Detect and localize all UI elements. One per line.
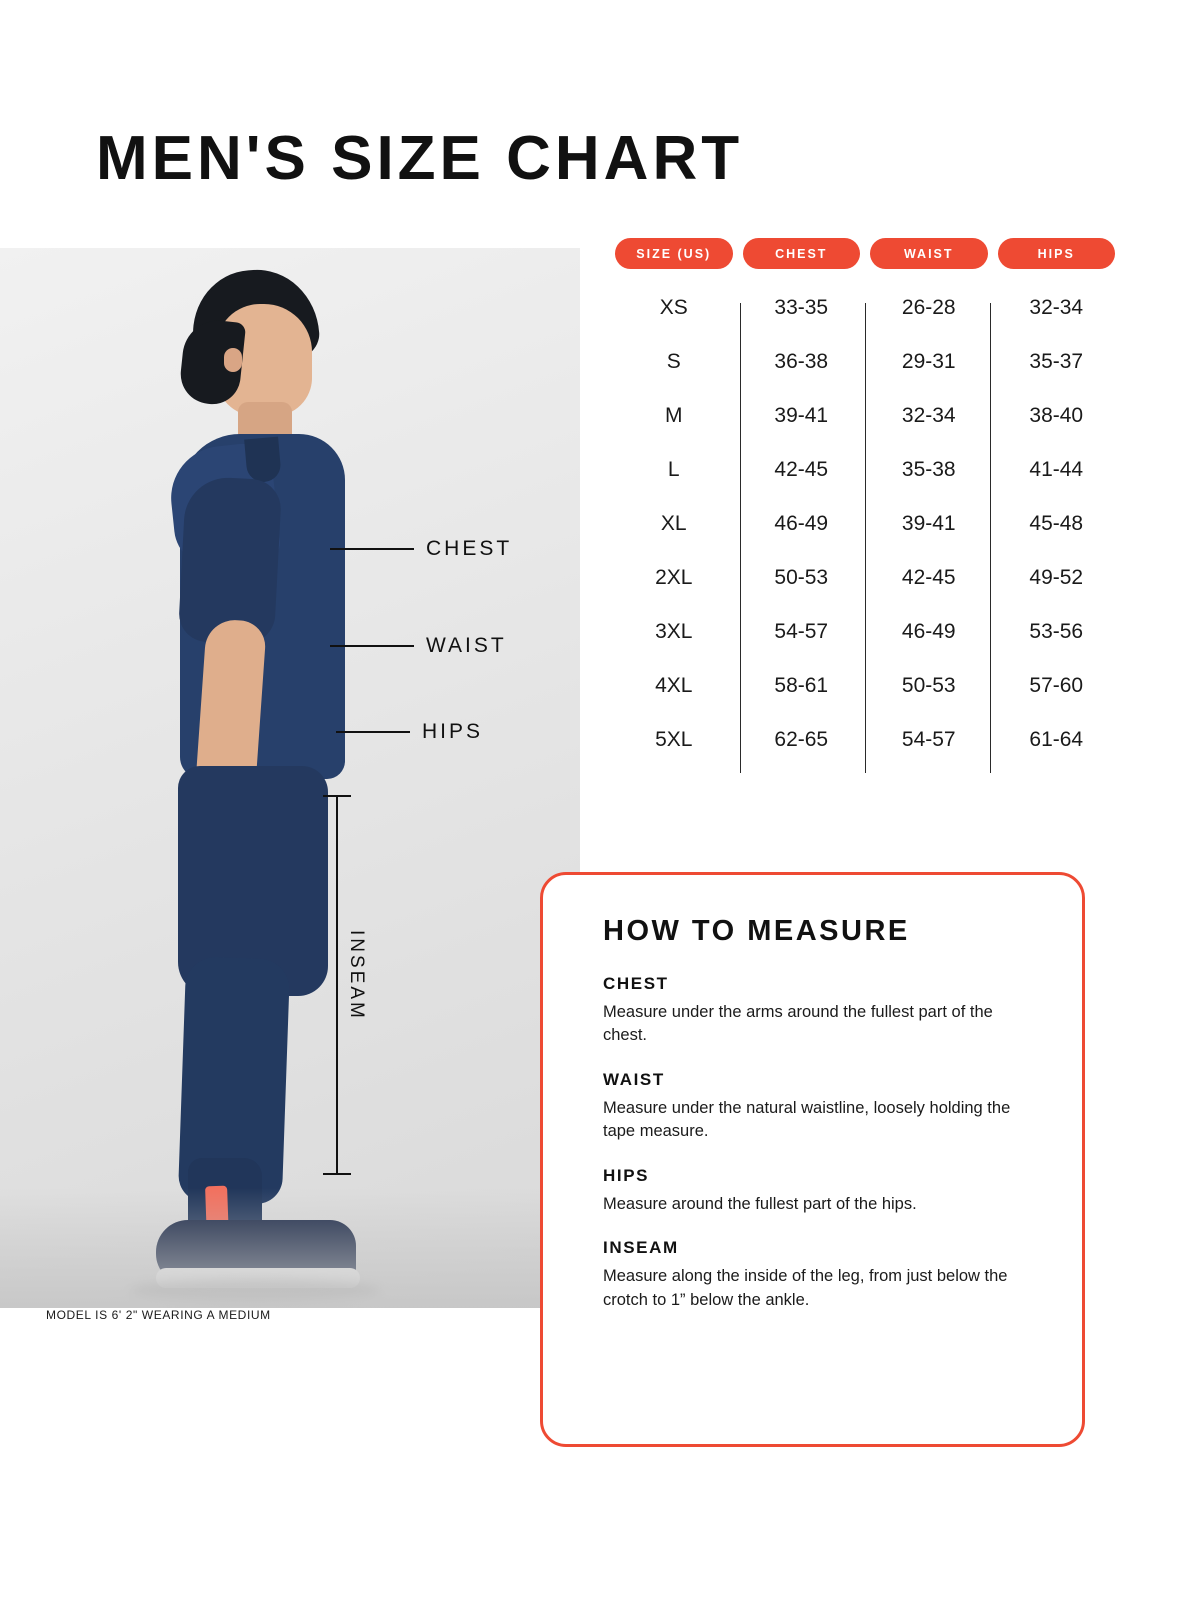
measure-text-inseam: Measure along the inside of the leg, from just below the crotch to 1” below the ankle. [603,1267,1008,1309]
size-table-header-chest: CHEST [743,238,861,269]
cell-size: S [666,350,681,373]
callout-inseam-line [336,795,338,1175]
cell-size: 4XL [655,674,693,697]
measure-block-waist [603,1070,1038,1144]
cell-chest: 50-53 [774,566,829,589]
callout-inseam-label: INSEAM [346,930,367,1021]
measure-label-waist: WAIST [603,1069,665,1089]
cell-size: M [665,404,683,427]
size-table-divider-2 [865,303,866,773]
cell-waist: 46-49 [901,620,956,643]
model-photo [0,248,580,1308]
cell-waist: 26-28 [901,296,956,319]
callout-waist [330,634,507,658]
size-table-header-size: SIZE (US) [615,238,733,269]
size-table-divider-1 [740,303,741,773]
cell-hips: 61-64 [1029,728,1084,751]
photo-floor-gradient [0,1188,580,1308]
measure-label-inseam: INSEAM [603,1238,679,1258]
callout-chest [330,537,512,561]
cell-size: L [667,458,680,481]
cell-waist: 35-38 [901,458,956,481]
cell-chest: 46-49 [774,512,829,535]
size-table-header-waist: WAIST [870,238,988,269]
callout-inseam-cap-bottom [323,1173,351,1175]
cell-hips: 35-37 [1029,350,1084,373]
callout-hips-line [336,731,410,733]
cell-chest: 54-57 [774,620,829,643]
how-to-measure-panel [540,872,1085,1447]
measure-text-chest: Measure under the arms around the fullest part of the chest. [603,1003,993,1045]
how-to-measure-heading: HOW TO MEASURE [603,915,910,947]
size-table-divider-3 [990,303,991,773]
measure-label-hips: HIPS [603,1165,650,1185]
measure-text-waist: Measure under the natural waistline, loosely holding the tape measure. [603,1098,1011,1141]
cell-waist: 32-34 [901,404,956,427]
cell-size: XL [660,512,687,535]
callout-hips-label: HIPS [422,720,484,743]
cell-hips: 38-40 [1029,404,1084,427]
page-title: MEN'S SIZE CHART [96,123,744,193]
callout-waist-line [330,645,414,647]
cell-hips: 45-48 [1029,512,1084,535]
measure-label-chest: CHEST [603,974,669,993]
cell-chest: 39-41 [774,404,829,427]
model-ear [224,348,242,372]
measure-block-chest [603,974,1038,1048]
size-table-header-row [615,238,1115,269]
cell-size: XS [659,296,688,319]
cell-waist: 39-41 [901,512,956,535]
cell-chest: 58-61 [774,674,829,697]
cell-waist: 54-57 [901,728,956,751]
callout-hips [336,720,483,744]
cell-chest: 62-65 [774,728,829,751]
model-caption: MODEL IS 6' 2" WEARING A MEDIUM [46,1308,271,1322]
cell-hips: 41-44 [1029,458,1084,481]
cell-waist: 29-31 [901,350,956,373]
model-illustration [120,268,420,1308]
callout-chest-label: CHEST [426,537,513,560]
cell-waist: 50-53 [901,674,956,697]
size-table-header-hips: HIPS [998,238,1116,269]
measure-block-inseam [603,1238,1038,1312]
cell-chest: 33-35 [774,296,829,319]
cell-hips: 32-34 [1029,296,1084,319]
size-table-body [615,281,1115,767]
measure-block-hips [603,1166,1038,1216]
size-table [615,238,1115,767]
callout-chest-line [330,548,414,550]
cell-chest: 36-38 [774,350,829,373]
cell-size: 5XL [655,728,693,751]
cell-hips: 49-52 [1029,566,1084,589]
cell-hips: 53-56 [1029,620,1084,643]
cell-size: 3XL [655,620,693,643]
cell-waist: 42-45 [901,566,956,589]
cell-hips: 57-60 [1029,674,1084,697]
cell-size: 2XL [655,566,693,589]
callout-waist-label: WAIST [426,634,507,657]
measure-text-hips: Measure around the fullest part of the hips. [603,1194,917,1213]
cell-chest: 42-45 [774,458,829,481]
